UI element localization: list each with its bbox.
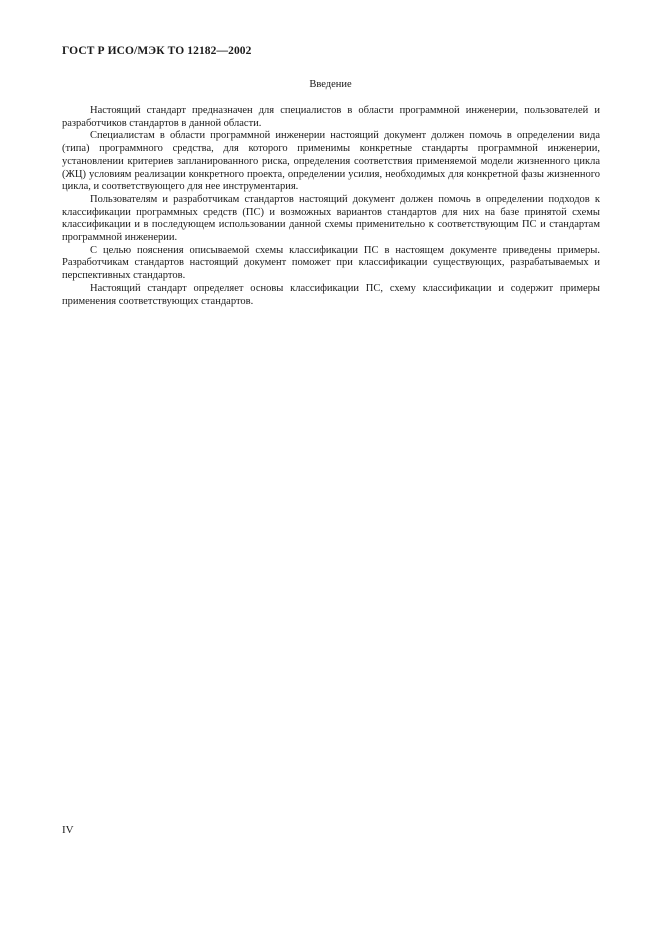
standard-header: ГОСТ Р ИСО/МЭК ТО 12182—2002 xyxy=(62,45,252,57)
page-number: IV xyxy=(62,824,74,836)
introduction-body xyxy=(62,105,600,308)
paragraph: Настоящий стандарт предназначен для специалистов в области программной инженерии, пользователей и разработчиков стандартов в данной области. xyxy=(62,105,600,129)
paragraph: Специалистам в области программной инженерии настоящий документ должен помочь в определении вида (типа) программного средства, для которого применимы конкретные стандарты программной инженерии, установлении критериев запланированного риска, определения соответствия применяемой модели жизненного цикла (ЖЦ) условиям реализации конкретного проекта, определении усилия, необходимых для конкретной фазы жизненного цикла, и соответствующего для нее инструментария. xyxy=(62,130,600,193)
paragraph: Пользователям и разработчикам стандартов настоящий документ должен помочь в определении подходов к классификации программных средств (ПС) и возможных вариантов стандартов для них на базе принятой схемы классификации и в последующем использовании данной схемы применительно к соответствующим ПС и стандартам программной инженерии. xyxy=(62,193,600,244)
section-title: Введение xyxy=(309,79,352,90)
paragraph: Настоящий стандарт определяет основы классификации ПС, схему классификации и содержит примеры применения соответствующих стандартов. xyxy=(62,282,600,307)
paragraph: С целью пояснения описываемой схемы классификации ПС в настоящем документе приведены примеры. Разработчикам стандартов настоящий документ поможет при классификации существующих, разрабатываемых и перспективных стандартов. xyxy=(62,244,600,282)
